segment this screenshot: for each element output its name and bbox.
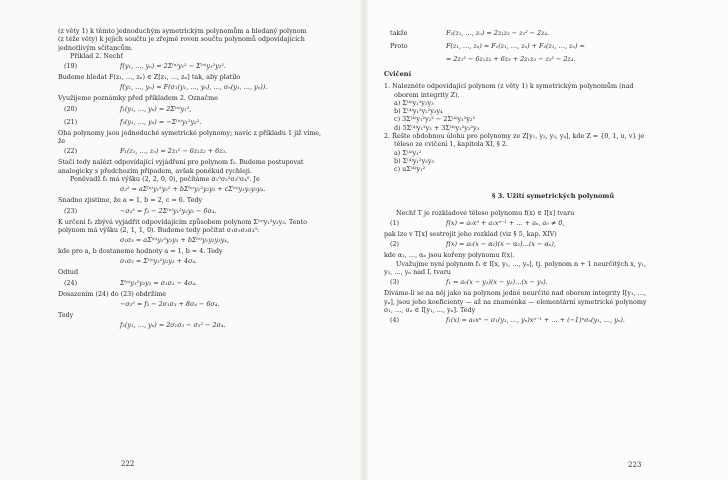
text-line: a) Σ⁽⁴⁾y₁²y₂y₃	[394, 98, 434, 107]
page-number-left: 222	[121, 460, 135, 468]
text-line: Odtud	[58, 268, 79, 277]
equation-line	[58, 234, 358, 247]
text-line: pak lze v T[x] sestrojit jeho rozklad (viz § 5, kap. XIV)	[384, 230, 557, 239]
equation-line	[58, 81, 358, 94]
equation-math: f₁(y₁, …, yₙ) = 2Σ⁽ⁿ⁾y₁²,	[120, 104, 192, 113]
equation-line	[58, 205, 358, 218]
equation-line	[58, 145, 358, 158]
equation-math: = 2z₁² − 6z₁z₂ + 6z₃ + 2z₁z₃ − z₂² − 2z₄.	[446, 55, 576, 63]
equation-math: F₂(z₁, …, zₙ) = 2z₁z₃ − z₂² − 2z₄.	[446, 29, 550, 37]
equation-math: Σ⁽ⁿ⁾y₁²y₂y₃ = σ₁σ₃ − 4σ₄.	[120, 278, 198, 287]
equation-math: f₁(x) = a₀xⁿ − σ₁(y₁, …, yₙ)xⁿ⁻¹ + … + (−1)ⁿσₙ(y₁, …, yₙ).	[446, 316, 625, 325]
text-line: 1. Nalezněte odpovídající polynom (z věty 1) k symetrickým polynomům (nad	[384, 82, 634, 91]
text-line: těleso ze cvičení 1, kapitola XI, § 2.	[394, 140, 509, 149]
equation-number: (21)	[64, 117, 78, 126]
text-line: Tedy	[58, 311, 74, 320]
text-line: Dosazením (24) do (23) obdržíme	[58, 289, 167, 298]
text-line: že	[58, 137, 66, 146]
text-line: σ₁, …, σₙ ∈ I[y₁, …, yₙ]. Tedy	[384, 305, 476, 314]
right-page-text	[384, 27, 702, 327]
text-line: b) Σ⁽⁴⁾y₁²y₂²y₃y₄	[394, 107, 443, 116]
spacer	[384, 200, 702, 209]
equation-math: σ₁σ₃ = aΣ⁽ⁿ⁾y₁²y₂y₃ + bΣ⁽ⁿ⁾y₁y₂y₃y₄,	[120, 236, 229, 245]
text-line: kde α₁, …, αₙ jsou kořeny polynomu f(x).	[384, 251, 515, 260]
equation-number: (23)	[64, 206, 78, 215]
equation-line	[58, 103, 358, 116]
equation-math: f₂(y₁, …, yₙ) = 2σ₁σ₃ − σ₂² − 2σ₄.	[120, 321, 226, 330]
text-line: Nechť T je rozkladové těleso polynomu f(x) ∈ I[x] tvaru	[396, 208, 575, 217]
equation-math: σ₁σ₃ = Σ⁽ⁿ⁾y₁²y₂y₃ + 4σ₄.	[120, 257, 198, 266]
text-line: b) Σ⁽⁴⁾y₁²y₂y₃	[394, 156, 434, 165]
text-line: (z téže věty) k jejich součtu je zřejmě roven součtu polynomů odpovídajících	[58, 35, 305, 44]
text-line: a) Σ⁽⁴⁾y₁²	[394, 148, 422, 157]
equation-line	[384, 53, 702, 66]
section-title: § 3. Užití symetrických polynomů	[491, 191, 615, 200]
text-line: c) 3Σ⁽⁴⁾y₁²y₂² − 2Σ⁽⁴⁾y₁²y₂²	[394, 115, 476, 124]
spacer	[384, 183, 702, 192]
equation-number: (24)	[64, 278, 78, 287]
right-page	[364, 0, 728, 480]
text-line: analogicky s předchozím případem, avšak poněkud rychleji.	[58, 166, 252, 175]
text-line: jednotlivým sčítancům.	[58, 43, 133, 52]
text-line: Využijeme poznámky před příkladem 2. Označme	[58, 94, 218, 103]
equation-math: f(y₁, …, yₙ) = 2Σ⁽ⁿ⁾y₁² − Σ⁽ⁿ⁾y₁²y₂².	[120, 62, 226, 71]
text-line: K určení f₃ zbývá vyjádřit odpovídajícím způsobem polynom Σ⁽ⁿ⁾y₁²y₂y₃. Tento	[58, 217, 307, 226]
equation-number: (22)	[64, 147, 78, 156]
text-line: polynom má výšku (2, 1, 1, 0). Budeme tedy počítat σ₁σ₃σ₃σ₄⁰:	[58, 225, 260, 234]
text-line: Příklad 2. Nechť	[70, 51, 124, 60]
equation-label: Proto	[390, 42, 408, 50]
equation-number: (1)	[390, 219, 400, 228]
equation-line	[384, 27, 702, 40]
text-line: yₙ], jsou jeho koeficienty — až na znaménka — elementární symetrické polynomy	[384, 297, 647, 306]
section-heading: Cvičení	[384, 70, 412, 78]
equation-line	[58, 319, 358, 332]
spacer	[384, 174, 702, 183]
equation-line	[384, 217, 702, 230]
equation-number: (4)	[390, 316, 400, 325]
text-line: kde pro a, b dostaneme hodnoty a = 1, b = 4. Tedy	[58, 247, 223, 256]
equation-line	[384, 314, 702, 327]
text-line: y₂, …, yₙ nad I, tvaru	[384, 268, 451, 277]
text-line: Poněvadž f₂ má výšku (2, 2, 0, 0), počítáme σ₁⁰σ₂²σ₃⁰σ₄⁰. Je	[70, 174, 260, 183]
text-line: Budeme hledat F(z₁, …, zₙ) ∈ Z[z₁, …, zₙ] tak, aby platilo	[58, 73, 241, 82]
text-line: Stačí tedy nalézt odpovídající vyjádření pro polynom f₂. Budeme postupovat	[58, 158, 304, 167]
text-line: Díváme-li se na něj jako na polynom jedné neurčité nad oborem integrity I[y₁, …,	[384, 289, 647, 298]
equation-line	[58, 277, 358, 290]
text-line: c) uΣ⁽⁴⁾y₁²	[394, 165, 426, 174]
text-line: Uvažujme nyní polynom f₁ ∈ I[x, y₁, …, yₙ], tj. polynom n + 1 neurčitých x, y₁,	[396, 259, 647, 268]
page-number-right: 223	[628, 461, 642, 469]
equation-label: takže	[390, 29, 408, 37]
equation-line	[384, 276, 702, 289]
text-line: oborem integrity Z).	[394, 90, 460, 99]
text-line: 2. Řešte obdobnou úlohu pro polynomy ze Z[y₁, y₂, y₃, y₄], kde Z = {0, 1, u, v} je	[384, 132, 645, 141]
left-page-text	[58, 27, 358, 332]
text-line: d) 5Σ⁽⁴⁾y₁²y₂ + 3Σ⁽⁴⁾y₁²y₂²y₃	[394, 123, 480, 132]
text-line: Snadno zjistíme, že a = 1, b = 2, c = 6. Tedy	[58, 196, 203, 205]
equation-number: (19)	[64, 62, 78, 71]
equation-math: −σ₂² = f₂ − 2σ₁σ₃ + 8σ₄ − 6σ₄.	[120, 300, 220, 309]
equation-math: f(y₁, …, yₙ) = F(σ₁(y₁, …, yₙ), …, σₙ(y₁, …, yₙ)).	[120, 83, 268, 92]
equation-math: σ₂² = aΣ⁽ⁿ⁾y₁²y₂² + bΣ⁽ⁿ⁾y₁²y₂y₃ + cΣ⁽ⁿ⁾y₁y₂y₃y₄.	[120, 185, 266, 194]
equation-line	[384, 238, 702, 251]
equation-number: (20)	[64, 104, 78, 113]
equation-math: −σ₂² = f₂ − 2Σ⁽ⁿ⁾y₁²y₂y₃ − 6σ₄.	[120, 206, 217, 215]
equation-line	[58, 298, 358, 311]
book-gutter	[360, 0, 368, 480]
equation-math: F(z₁, …, zₙ) = F₁(z₁, …, zₙ) + F₂(z₁, …, zₙ) =	[446, 42, 585, 50]
equation-math: f₁ = a₀(x − y₁)(x − y₂)…(x − yₙ).	[446, 278, 548, 287]
equation-line	[384, 40, 702, 53]
equation-line	[58, 183, 358, 196]
text-line: (z věty 1) k těmto jednoduchým symetrickým polynomům a hledaný polynom	[58, 27, 307, 35]
equation-number: (3)	[390, 278, 400, 287]
equation-math: f₂(y₁, …, yₙ) = −Σ⁽ⁿ⁾y₁²y₂².	[120, 117, 202, 126]
equation-math: f(x) = a₀xⁿ + a₁xⁿ⁻¹ + … + aₙ, a₀ ≠ 0,	[446, 219, 565, 228]
equation-number: (2)	[390, 240, 400, 249]
equation-math: F₁(z₁, …, zₙ) = 2z₁² − 6z₁z₂ + 6z₃.	[120, 147, 228, 156]
equation-line	[58, 255, 358, 268]
equation-line	[58, 116, 358, 129]
text-line: Oba polynomy jsou jednoduché symetrické polynomy; navíc z příkladu 1 již víme,	[58, 128, 322, 137]
equation-math: f(x) = a₀(x − α₁)(x − α₂)…(x − αₙ),	[446, 240, 556, 249]
equation-line	[58, 60, 358, 73]
